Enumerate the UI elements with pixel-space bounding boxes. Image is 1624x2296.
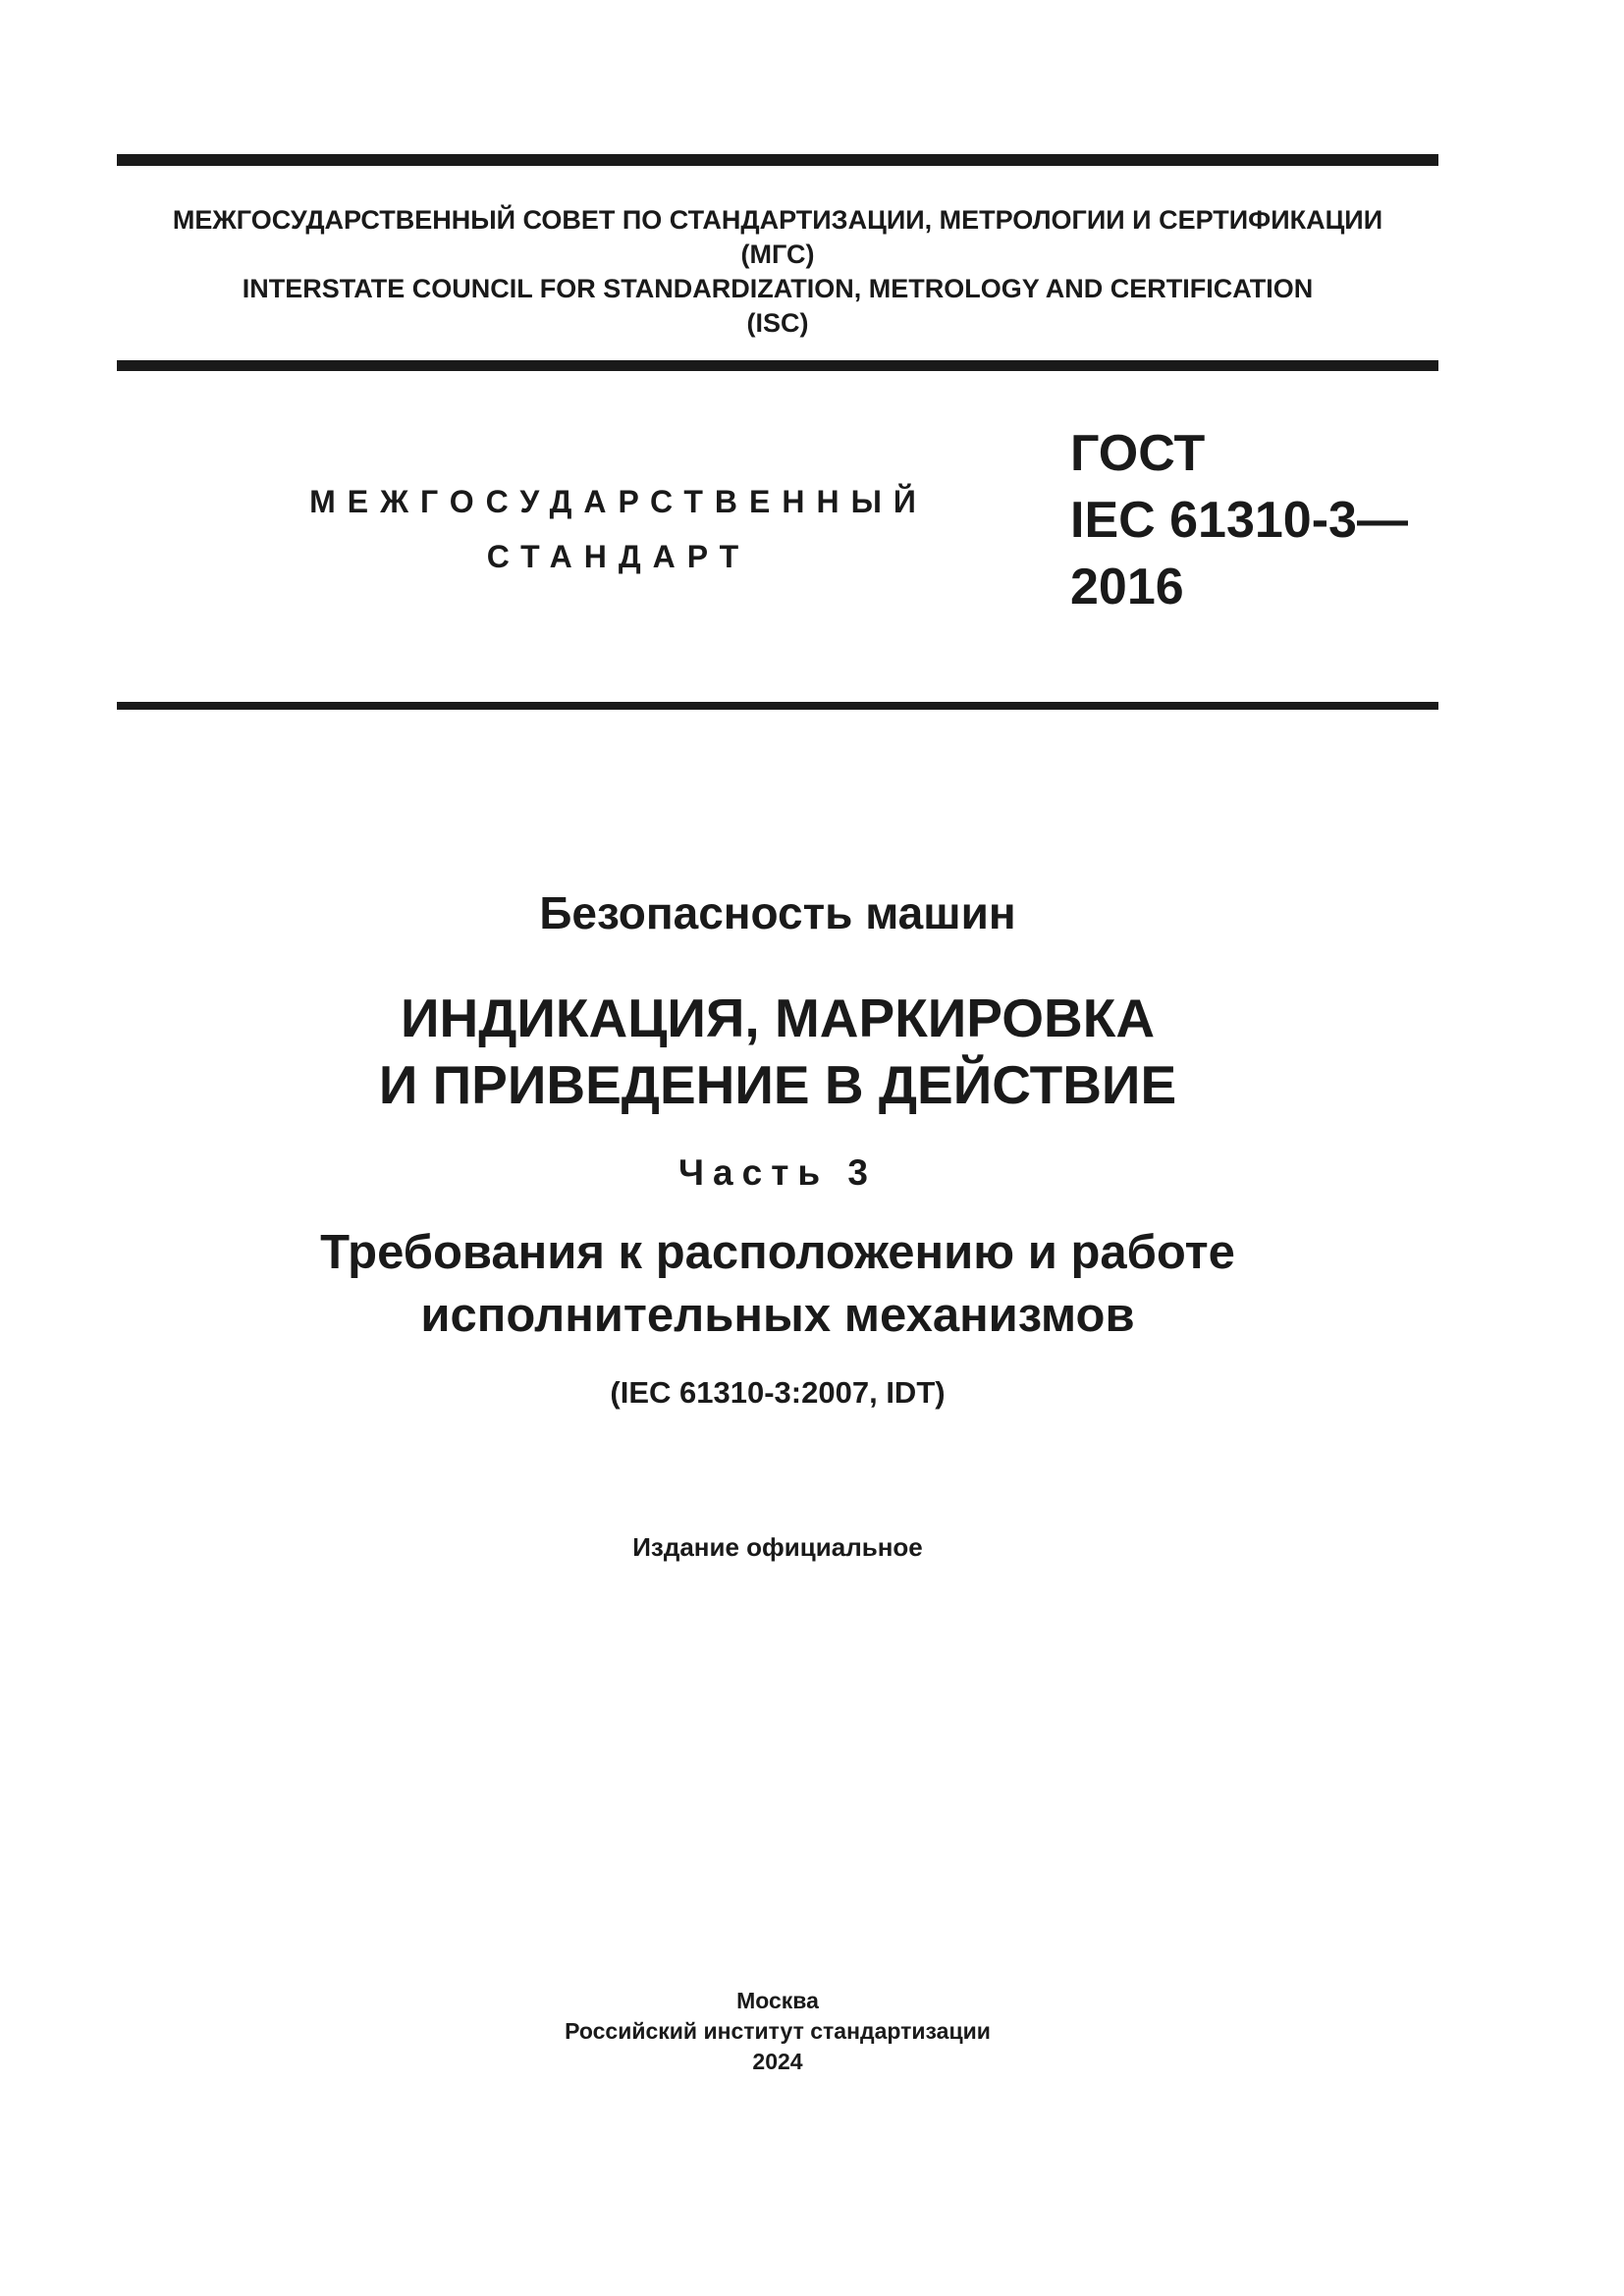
middle-rule	[117, 360, 1438, 371]
series-title: Безопасность машин	[539, 887, 1016, 938]
main-title	[117, 985, 1438, 1118]
reference-standard: (IEC 61310-3:2007, IDT)	[610, 1375, 946, 1410]
council-name-en: INTERSTATE COUNCIL FOR STANDARDIZATION, METROLOGY AND CERTIFICATION	[242, 274, 1314, 303]
imprint-city: Москва	[736, 1988, 819, 2013]
part-label: Часть 3	[678, 1152, 877, 1193]
bottom-rule	[117, 702, 1438, 710]
main-title-line2: И ПРИВЕДЕНИЕ В ДЕЙСТВИЕ	[378, 1054, 1177, 1115]
standard-number-line1: ГОСТ	[1070, 425, 1206, 482]
imprint-year: 2024	[752, 2049, 803, 2074]
standard-number	[1070, 420, 1408, 620]
council-abbr-ru: (МГС)	[740, 240, 815, 269]
subtitle-line1: Требования к расположению и работе	[320, 1226, 1235, 1279]
main-title-line1: ИНДИКАЦИЯ, МАРКИРОВКА	[400, 988, 1156, 1048]
imprint-publisher: Российский институт стандартизации	[565, 2018, 991, 2044]
subtitle-line2: исполнительных механизмов	[420, 1289, 1135, 1342]
standard-kind-line2: СТАНДАРТ	[486, 539, 751, 574]
imprint	[117, 1986, 1438, 2077]
standard-kind-line1: МЕЖГОСУДАРСТВЕННЫЙ	[309, 484, 928, 519]
council-header	[117, 203, 1438, 341]
standard-kind	[295, 474, 943, 584]
edition-note: Издание официальное	[632, 1532, 923, 1562]
subtitle	[117, 1221, 1438, 1347]
top-rule	[117, 154, 1438, 166]
standard-number-line3: 2016	[1070, 559, 1184, 615]
council-name-ru: МЕЖГОСУДАРСТВЕННЫЙ СОВЕТ ПО СТАНДАРТИЗАЦИИ, МЕТРОЛОГИИ И СЕРТИФИКАЦИИ	[172, 205, 1383, 235]
council-abbr-en: (ISC)	[746, 308, 809, 338]
standard-number-line2: IEC 61310-3—	[1070, 492, 1408, 549]
